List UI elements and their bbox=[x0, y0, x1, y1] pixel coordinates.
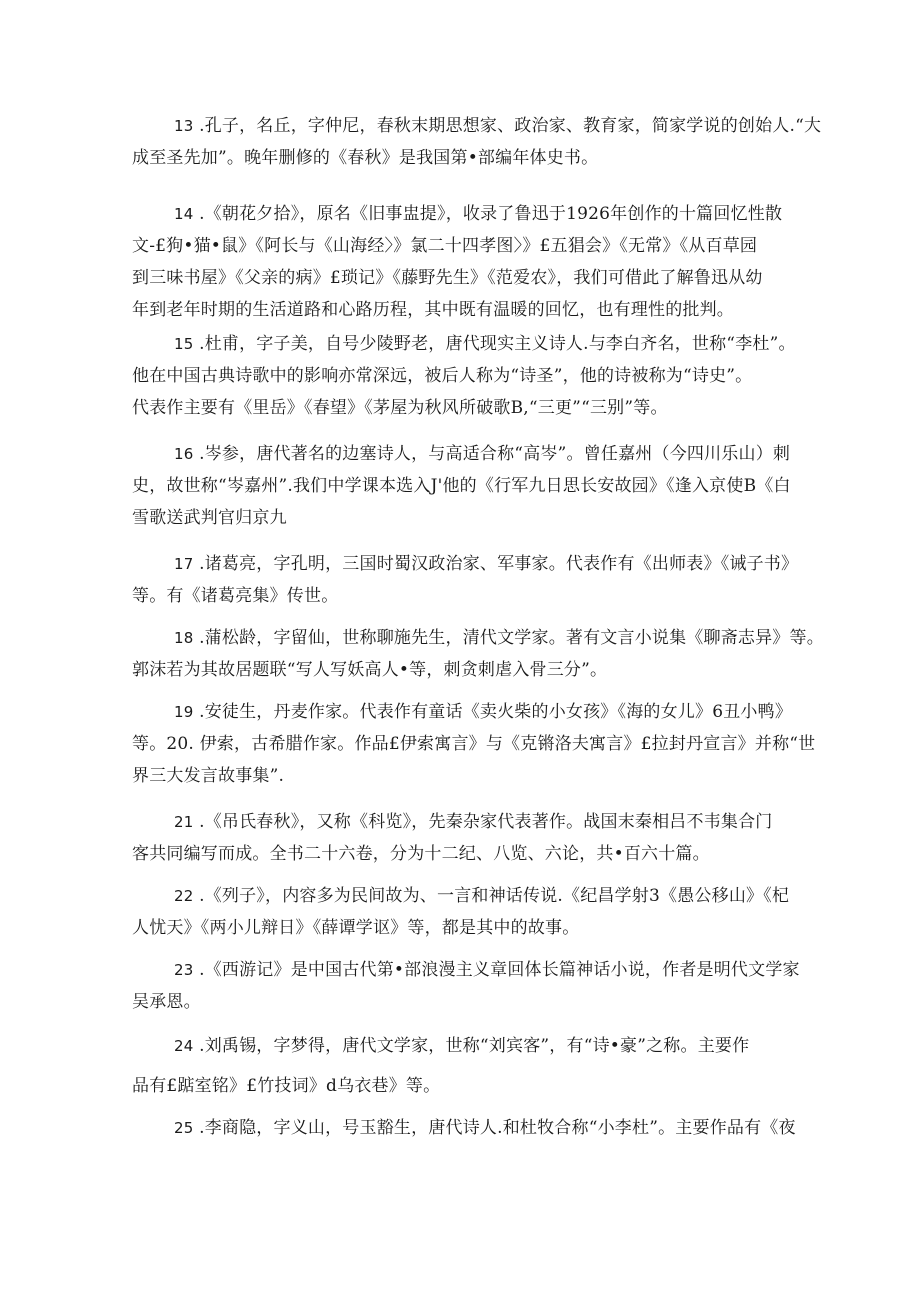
line-text: .杜甫，字子美，自号少陵野老，唐代现实主义诗人.与李白齐名，世称“李杜”。 bbox=[193, 334, 796, 354]
line-text: .蒲松龄，字留仙，世称聊施先生，清代文学家。著有文言小说集《聊斋志异》等。 bbox=[193, 628, 824, 648]
item-number: 21 bbox=[174, 813, 194, 831]
item-number: 14 bbox=[174, 205, 194, 223]
paragraph-line bbox=[132, 622, 824, 654]
paragraph-18 bbox=[132, 622, 824, 686]
paragraph-line bbox=[132, 548, 799, 580]
paragraph-25 bbox=[132, 1112, 796, 1144]
paragraph-21 bbox=[132, 806, 796, 870]
line-text: .诸葛亮，字孔明，三国时蜀汉政治家、军事家。代表作有《出师表》《诫子书》 bbox=[193, 554, 799, 574]
line-text: .安徒生，丹麦作家。代表作有童话《卖火柴的小女孩》《海的女儿》6丑小鸭》 bbox=[193, 702, 793, 722]
paragraph-line: 成至圣先加”。晚年删修的《春秋》是我国第•部编年体史书。 bbox=[132, 148, 599, 168]
paragraph-line bbox=[132, 328, 796, 360]
paragraph-line bbox=[132, 806, 796, 838]
paragraph-line: 他在中国古典诗歌中的影响亦常深远，被后人称为“诗圣”，他的诗被称为“诗史”。 bbox=[132, 366, 753, 386]
paragraph-line bbox=[132, 1112, 796, 1144]
paragraph-line bbox=[132, 110, 822, 142]
paragraph-line: 吴承恩。 bbox=[132, 992, 201, 1012]
item-number: 13 bbox=[174, 117, 194, 135]
item-number: 18 bbox=[174, 629, 194, 647]
line-text: .李商隐，字义山，号玉豁生，唐代诗人.和杜牧合称“小李杜”。主要作品有《夜 bbox=[193, 1118, 796, 1138]
paragraph-15 bbox=[132, 328, 796, 424]
paragraph-line: 代表作主要有《里岳》《春望》《茅屋为秋风所破歌B,“三更”“三别”等。 bbox=[132, 398, 668, 418]
paragraph-22 bbox=[132, 880, 796, 944]
paragraph-line bbox=[132, 880, 796, 912]
paragraph-line bbox=[132, 696, 796, 728]
paragraph-line: 郭沫若为其故居题联“写人写妖高人•等，刺贪刺虐入骨三分”。 bbox=[132, 660, 608, 680]
paragraph-line: 品有£踮室铭》£竹技词》d乌衣巷》等。 bbox=[132, 1076, 441, 1096]
line-text: .刘禹锡，字梦得，唐代文学家，世称“刘宾客”，有“诗•豪”之称。主要作 bbox=[193, 1036, 750, 1056]
item-number: 25 bbox=[174, 1119, 194, 1137]
paragraph-line bbox=[132, 438, 796, 470]
paragraph-line: 界三大发言故事集”. bbox=[132, 766, 285, 786]
paragraph-line: 文-£狗•猫•鼠》《阿长与《山海经〉》氯二十四孝图〉》£五猖会》《无常》《从百草园 bbox=[132, 236, 758, 256]
line-text: .《朝花夕拾》，原名《旧事盅提》，收录了鲁迅于1926年创作的十篇回忆性散 bbox=[193, 204, 783, 224]
paragraph-16 bbox=[132, 438, 796, 534]
paragraph-line: 客共同编写而成。全书二十六卷，分为十二纪、八览、六论，共•百六十篇。 bbox=[132, 844, 710, 864]
line-text: .《吊氏春秋》，又称《科览》，先秦杂家代表著作。战国末秦相吕不韦集合门 bbox=[193, 812, 773, 832]
paragraph-line: 到三味书屋》《父亲的病》£琐记》《藤野先生》《范爱农》，我们可借此了解鲁迅从幼 bbox=[132, 268, 763, 288]
paragraph-23 bbox=[132, 954, 800, 1018]
paragraph-line: 史，故世称“岑嘉州”.我们中学课本选入J'他的《行军九日思长安故园》《逢入京使B《白 bbox=[132, 476, 791, 496]
paragraph-17 bbox=[132, 548, 799, 612]
paragraph-line bbox=[132, 1030, 796, 1062]
item-number: 19 bbox=[174, 703, 194, 721]
paragraph-13 bbox=[132, 110, 822, 174]
paragraph-line: 雪歌送武判官归京九 bbox=[132, 508, 287, 528]
line-text: .孔子，名丘，字仲尼，春秋末期思想家、政治家、教育家，简家学说的创始人.“大 bbox=[193, 116, 822, 136]
line-text: .岑参，唐代著名的边塞诗人，与高适合称“高岑”。曾任嘉州（今四川乐山）刺 bbox=[193, 444, 791, 464]
paragraph-line: 年到老年时期的生活道路和心路历程，其中既有温暖的回忆，也有理性的批判。 bbox=[132, 300, 734, 320]
paragraph-line: 等。20. 伊索，古希腊作家。作品£伊索寓言》与《克锵洛夫寓言》£拉封丹宣言》并称“世 bbox=[132, 734, 816, 754]
item-number: 17 bbox=[174, 555, 194, 573]
item-number: 24 bbox=[174, 1037, 194, 1055]
item-number: 23 bbox=[174, 961, 194, 979]
paragraph-line: 人忧天》《两小儿辩日》《薛谭学讴》等，都是其中的故事。 bbox=[132, 918, 580, 938]
paragraph-14 bbox=[132, 198, 796, 326]
paragraph-19 bbox=[132, 696, 816, 792]
paragraph-24 bbox=[132, 1030, 796, 1102]
item-number: 15 bbox=[174, 335, 194, 353]
item-number: 16 bbox=[174, 445, 194, 463]
line-text: .《西游记》是中国古代第•部浪漫主义章回体长篇神话小说，作者是明代文学家 bbox=[193, 960, 800, 980]
paragraph-line bbox=[132, 198, 796, 230]
line-text: .《列子》，内容多为民间故为、一言和神话传说.《纪昌学射3《愚公移山》《杞 bbox=[193, 886, 790, 906]
paragraph-line bbox=[132, 954, 800, 986]
paragraph-line: 等。有《诸葛亮集》传世。 bbox=[132, 586, 339, 606]
item-number: 22 bbox=[174, 887, 194, 905]
